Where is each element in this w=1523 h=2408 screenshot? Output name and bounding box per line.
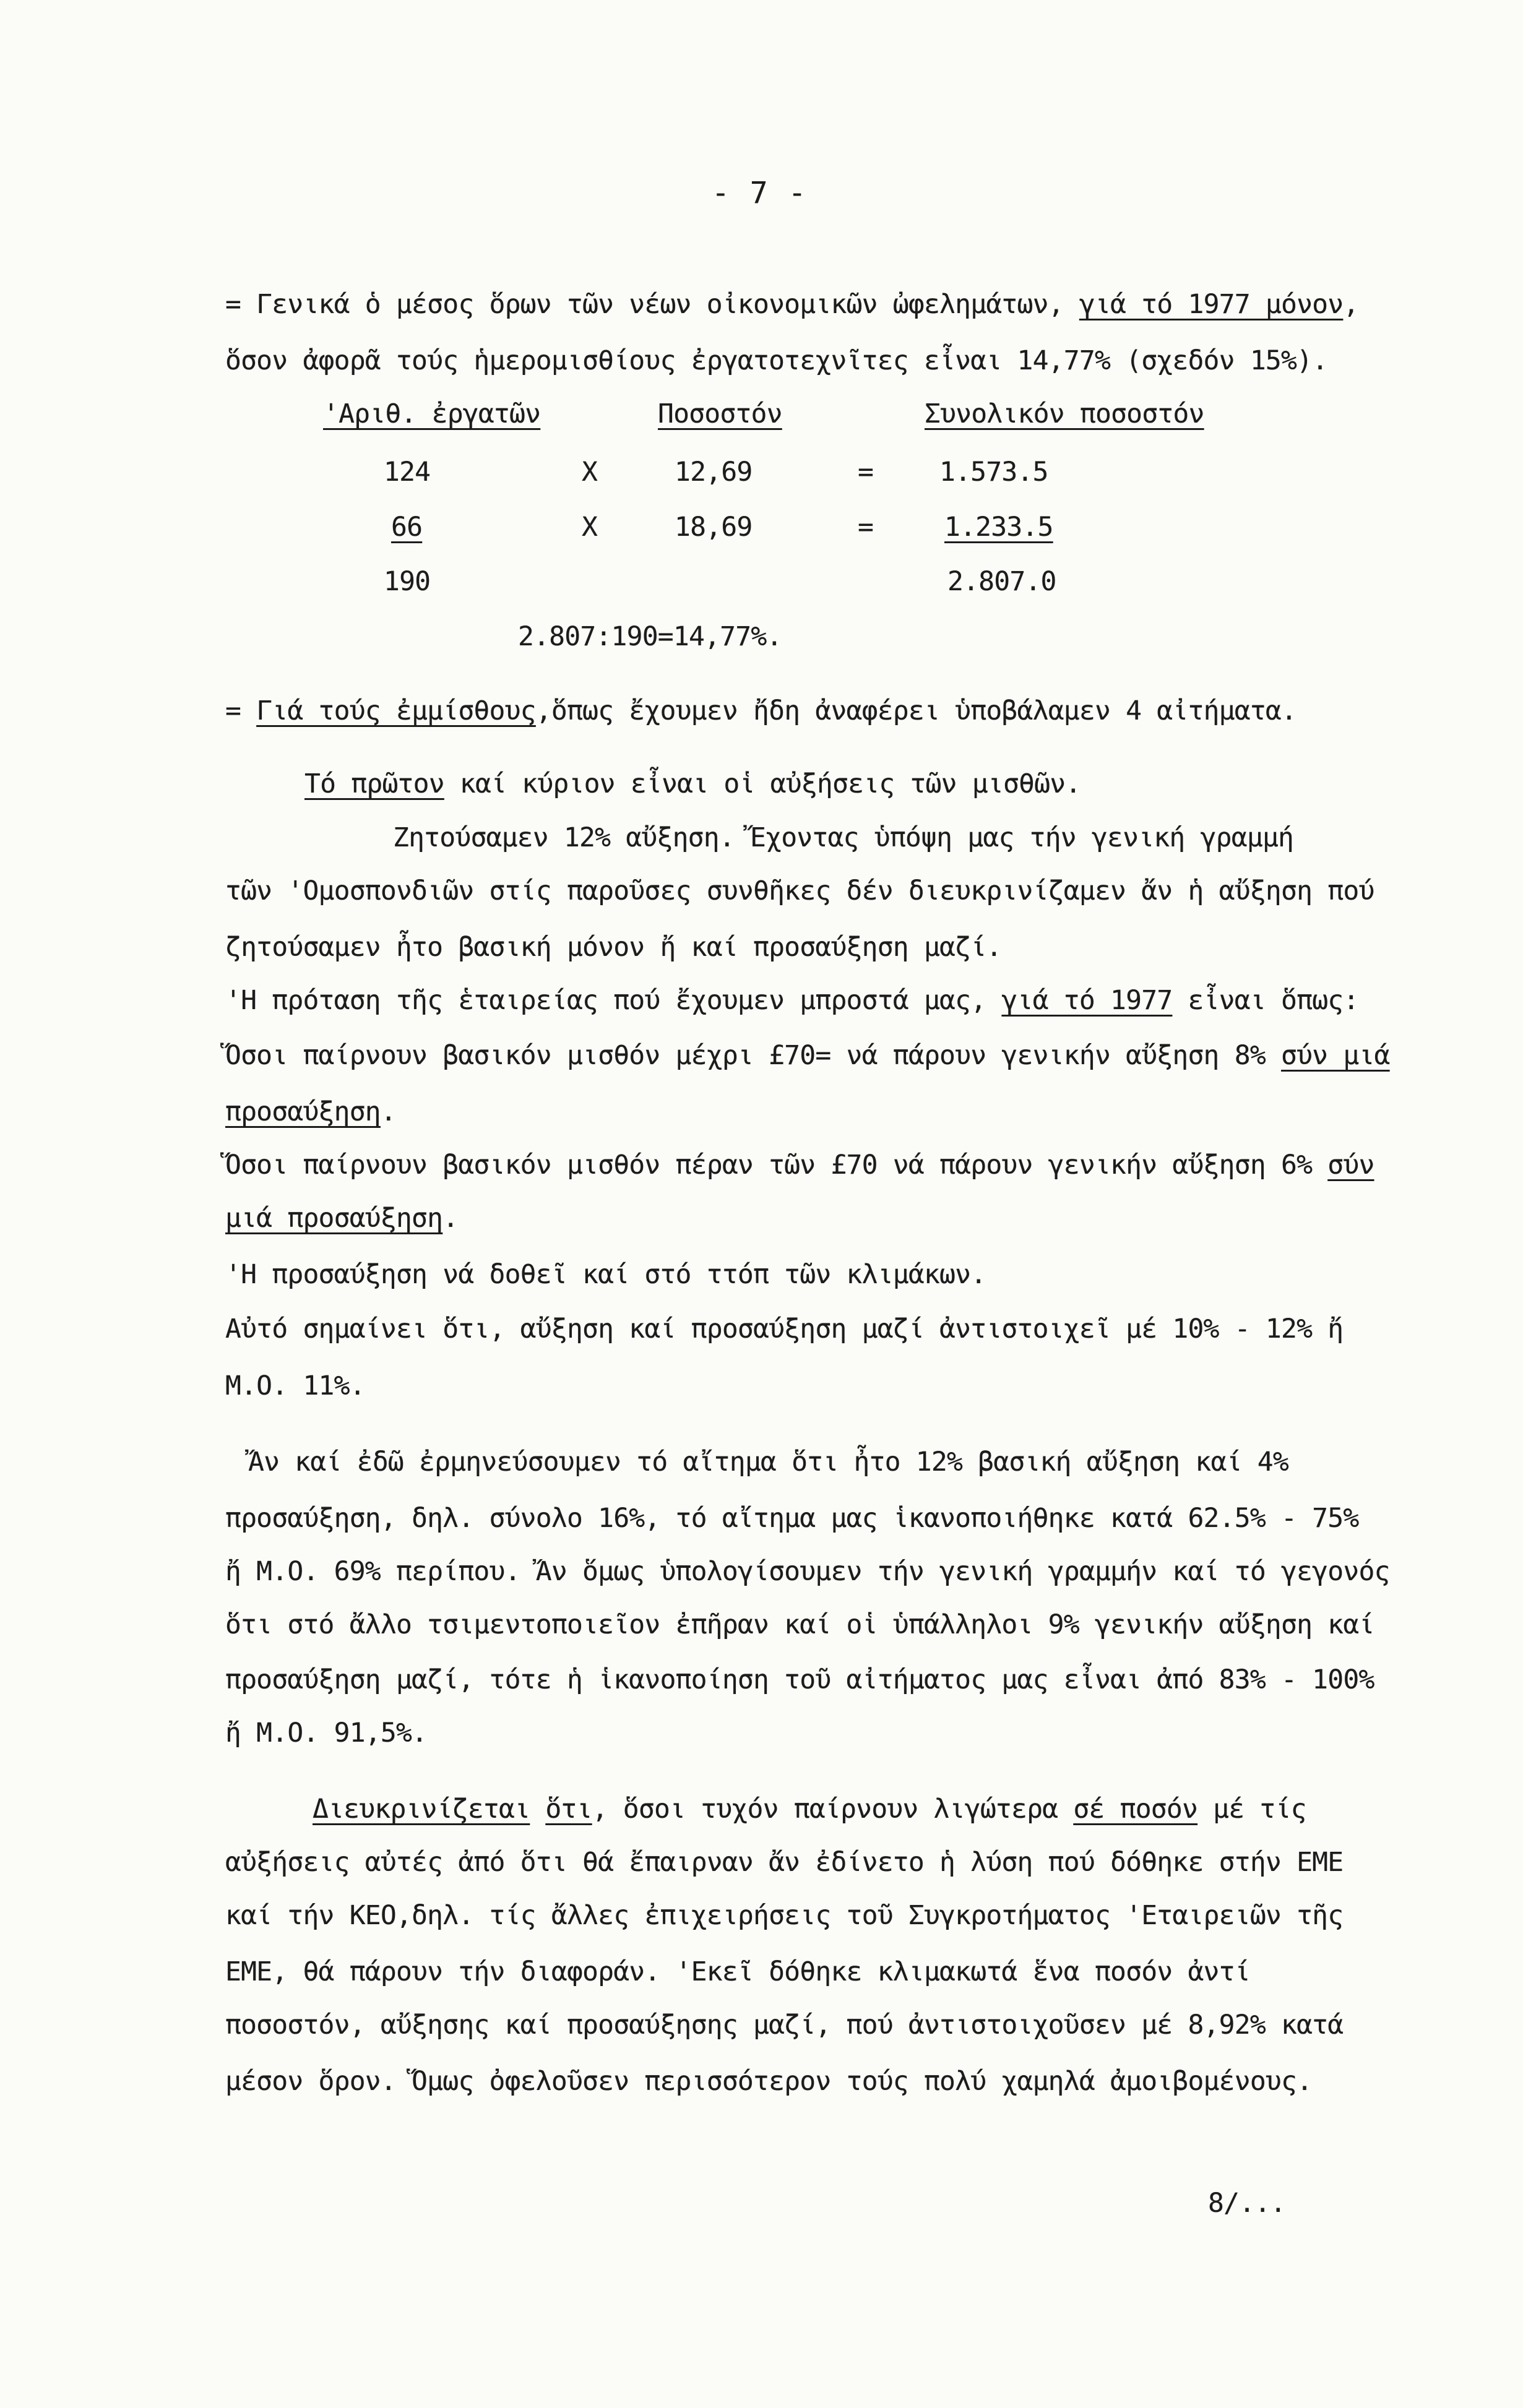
text-segment: Ὅσοι παίρνουν βασικόν μισθόν πέραν τῶν £70 νά πάρουν γενικήν αὔξηση 6% <box>225 1150 1328 1180</box>
underlined-text: προσαύξηση <box>225 1096 381 1127</box>
text-segment: . <box>380 1096 396 1127</box>
table-cell-equals: = <box>858 512 874 543</box>
text-segment: καί κύριον εἶναι οἱ αὐξήσεις τῶν μισθῶν. <box>444 768 1081 799</box>
table-cell-total: 1.233.5 <box>944 512 1053 543</box>
paragraph-line: Μ.Ο. 11%. <box>225 1370 365 1401</box>
text-segment: , <box>1343 289 1359 320</box>
table-header-workers: 'Αριθ. ἐργατῶν <box>323 398 541 429</box>
paragraph-line: ζητούσαμεν ἦτο βασική μόνον ἤ καί προσαύξηση μαζί. <box>225 932 1002 963</box>
paragraph-line: προσαύξηση μαζί, τότε ἡ ἱκανοποίηση τοῦ αἰτήματος μας εἶναι ἀπό 83% - 100% <box>225 1664 1374 1695</box>
table-cell-workers: 66 <box>391 512 423 543</box>
paragraph-line: τῶν 'Ομοσπονδιῶν στίς παροῦσες συνθῆκες δέν διευκρινίζαμεν ἄν ἡ αὔξηση πού <box>225 875 1374 906</box>
text-segment: = <box>225 695 257 726</box>
table-cell-equals: = <box>858 457 874 488</box>
paragraph-line: Ἄν καί ἐδῶ ἐρμηνεύσουμεν τό αἴτημα ὅτι ἦτο 12% βασική αὔξηση καί 4% <box>248 1447 1288 1477</box>
underlined-text: σύν μιά <box>1281 1040 1390 1071</box>
page-number: - 7 - <box>712 176 808 210</box>
table-header-total: Συνολικόν ποσοστόν <box>925 398 1204 429</box>
underlined-text: ὅτι <box>545 1794 592 1825</box>
paragraph-line: ὅσον ἀφορᾶ τούς ἡμερομισθίους ἐργατοτεχνῖτες εἶναι 14,77% (σχεδόν 15%). <box>225 345 1328 376</box>
paragraph-line: αὐξήσεις αὐτές ἀπό ὅτι θά ἔπαιρναν ἄν ἐδίνετο ἡ λύση πού δόθηκε στήν ΕΜΕ <box>225 1847 1344 1878</box>
table-cell-workers: 124 <box>384 457 431 488</box>
underlined-text: σύν <box>1327 1150 1374 1180</box>
table-cell-total: 2.807.0 <box>947 566 1056 597</box>
text-segment <box>530 1794 545 1825</box>
text-segment: εἶναι ὅπως: <box>1172 985 1359 1016</box>
continuation-marker: 8/... <box>1208 2188 1286 2219</box>
text-segment: 'Η πρόταση τῆς ἑταιρείας πού ἔχουμεν μπροστά μας, <box>225 985 1002 1016</box>
paragraph-line: Ζητούσαμεν 12% αὔξηση. Ἔχοντας ὑπόψη μας τήν γενική γραμμή <box>393 822 1294 853</box>
underlined-text: Γιά τούς ἐμμίσθους <box>256 695 536 726</box>
paragraph-line: ἤ Μ.Ο. 91,5%. <box>225 1718 428 1748</box>
paragraph-line: Αὐτό σημαίνει ὅτι, αὔξηση καί προσαύξηση μαζί ἀντιστοιχεῖ μέ 10% - 12% ἤ <box>225 1314 1344 1344</box>
table-cell-total: 1.573.5 <box>939 457 1048 488</box>
table-cell-operator: X <box>582 512 598 543</box>
text-segment: , ὅσοι τυχόν παίρνουν λιγώτερα <box>592 1794 1074 1825</box>
paragraph-line: 'Η προσαύξηση νά δοθεῖ καί στό ττόπ τῶν κλιμάκων. <box>225 1259 986 1290</box>
paragraph-line: ἤ Μ.Ο. 69% περίπου. Ἄν ὅμως ὑπολογίσουμεν τήν γενική γραμμήν καί τό γεγονός <box>225 1556 1390 1587</box>
text-segment: . <box>442 1203 459 1234</box>
paragraph-line: ὅτι στό ἄλλο τσιμεντοποιεῖον ἐπῆραν καί οἱ ὑπάλληλοι 9% γενικήν αὔξηση καί <box>225 1609 1374 1640</box>
paragraph-line: καί τήν ΚΕΟ,δηλ. τίς ἄλλες ἐπιχειρήσεις τοῦ Συγκροτήματος 'Εταιρειῶν τῆς <box>225 1900 1344 1931</box>
table-cell-percent: 18,69 <box>675 512 753 543</box>
paragraph-line <box>225 1202 458 1234</box>
paragraph-line: ΕΜΕ, θά πάρουν τήν διαφοράν. 'Εκεῖ δόθηκε κλιμακωτά ἕνα ποσόν ἀντί <box>225 1956 1250 1987</box>
paragraph-line <box>304 768 1081 800</box>
paragraph-line <box>225 984 1358 1017</box>
table-cell-operator: X <box>582 457 598 488</box>
text-segment: = Γενικά ὁ μέσος ὅρων τῶν νέων οἰκονομικῶν ὠφελημάτων, <box>225 289 1079 320</box>
paragraph-line <box>313 1793 1306 1825</box>
underlined-text: γιά τό 1977 μόνον <box>1079 289 1344 320</box>
table-cell-percent: 12,69 <box>675 457 753 488</box>
paragraph-line <box>225 1149 1374 1181</box>
paragraph-line: μέσον ὅρον. Ὅμως ὀφελοῦσεν περισσότερον τούς πολύ χαμηλά ἀμοιβομένους. <box>225 2066 1313 2097</box>
text-segment: Ὅσοι παίρνουν βασικόν μισθόν μέχρι £70= νά πάρουν γενικήν αὔξηση 8% <box>225 1040 1281 1071</box>
underlined-text: Διευκρινίζεται <box>313 1794 530 1825</box>
paragraph-line <box>225 1096 396 1128</box>
table-calculation: 2.807:190=14,77%. <box>518 621 782 652</box>
text-segment: μέ τίς <box>1197 1794 1306 1825</box>
table-header-percent: Ποσοστόν <box>658 398 782 429</box>
paragraph-line <box>225 1039 1390 1072</box>
underlined-text: σέ ποσόν <box>1073 1794 1198 1825</box>
section-heading <box>225 695 1296 727</box>
underlined-text: γιά τό 1977 <box>1001 985 1173 1016</box>
table-cell-workers: 190 <box>384 566 431 597</box>
paragraph-line: προσαύξηση, δηλ. σύνολο 16%, τό αἴτημα μας ἱκανοποιήθηκε κατά 62.5% - 75% <box>225 1503 1359 1534</box>
paragraph-line <box>225 288 1358 320</box>
underlined-text: μιά προσαύξηση <box>225 1203 443 1234</box>
underlined-text: Τό πρῶτον <box>304 768 444 799</box>
paragraph-line: ποσοστόν, αὔξησης καί προσαύξησης μαζί, πού ἀντιστοιχοῦσεν μέ 8,92% κατά <box>225 2010 1344 2040</box>
text-segment: ,ὅπως ἔχουμεν ἤδη ἀναφέρει ὑποβάλαμεν 4 αἰτήματα. <box>535 695 1297 726</box>
